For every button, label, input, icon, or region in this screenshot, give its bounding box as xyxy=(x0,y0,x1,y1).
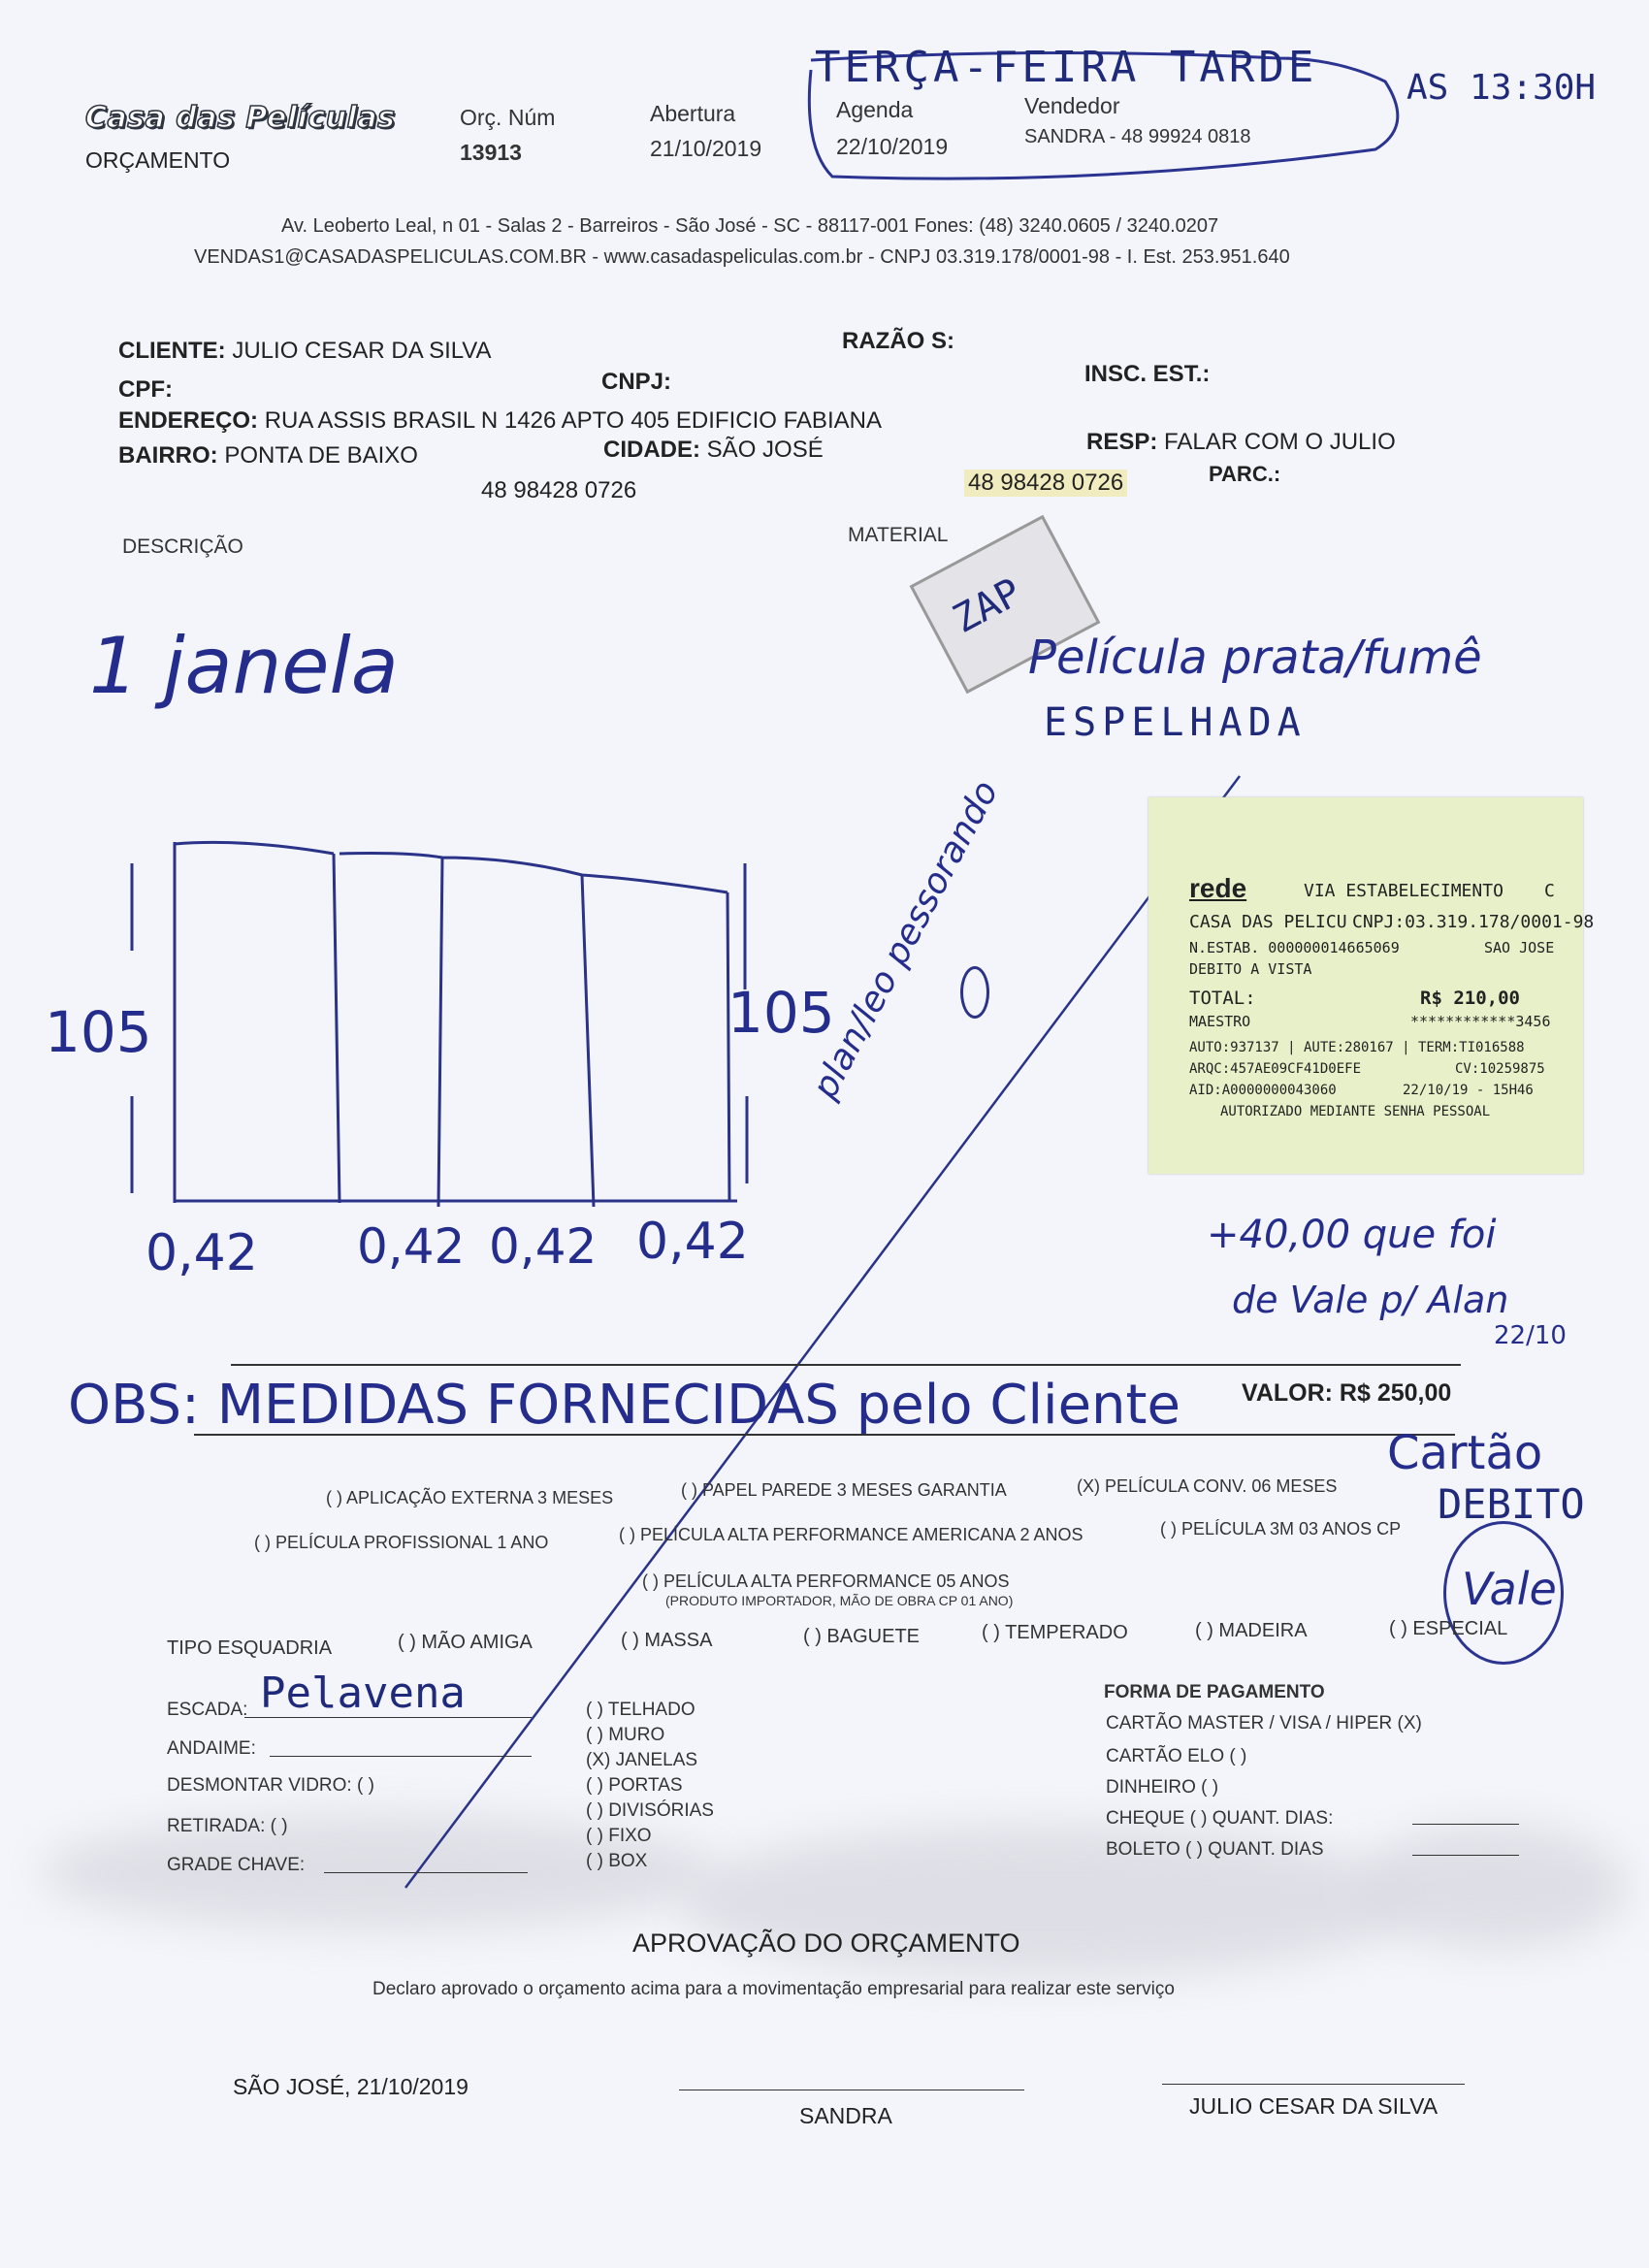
hw-width-4: 0,42 xyxy=(636,1213,749,1271)
hw-diagonal-note: plan/leo pessorando xyxy=(805,774,1007,1106)
esquadria-mao-amiga[interactable]: ( ) MÃO AMIGA xyxy=(398,1632,533,1653)
payment-elo[interactable]: CARTÃO ELO ( ) xyxy=(1106,1746,1247,1766)
insc-label: INSC. EST.: xyxy=(1084,361,1211,387)
material-label: MATERIAL xyxy=(848,524,949,546)
obs-bottom-line xyxy=(194,1434,1455,1436)
andaime-line xyxy=(270,1756,532,1757)
cliente-label: CLIENTE: xyxy=(118,338,226,364)
phone-2: 48 98428 0726 xyxy=(964,470,1127,497)
hw-stamp: Vale xyxy=(1462,1563,1557,1615)
hw-day: TERÇA-FEIRA TARDE xyxy=(815,43,1318,92)
hw-height-right: 105 xyxy=(728,980,835,1046)
hw-height-left: 105 xyxy=(45,999,152,1065)
receipt-brand: rede xyxy=(1189,873,1247,903)
receipt-total-value: R$ 210,00 xyxy=(1420,988,1520,1009)
esquadria-especial[interactable]: ( ) ESPECIAL xyxy=(1389,1618,1508,1639)
doc-type: ORÇAMENTO xyxy=(85,147,231,173)
local-telhado[interactable]: ( ) TELHADO xyxy=(586,1700,695,1720)
hw-debito: DEBITO xyxy=(1438,1480,1585,1528)
card-receipt xyxy=(1148,797,1595,1174)
payment-master[interactable]: CARTÃO MASTER / VISA / HIPER (X) xyxy=(1106,1713,1422,1733)
orc-num-label: Orç. Núm xyxy=(460,105,556,130)
vendedor-value: SANDRA - 48 99924 0818 xyxy=(1024,126,1251,147)
hw-width-1: 0,42 xyxy=(146,1224,258,1282)
receipt-cnpj: CNPJ:03.319.178/0001-98 xyxy=(1352,912,1595,932)
company-logo: Casa das Películas xyxy=(85,101,396,135)
escada-label: ESCADA: xyxy=(167,1700,248,1720)
receipt-estab: N.ESTAB. 000000014665069 xyxy=(1189,939,1400,956)
abertura-label: Abertura xyxy=(650,101,736,126)
hw-zero-mark xyxy=(960,966,989,1019)
escada-line xyxy=(244,1717,532,1718)
opt-pelicula-conv[interactable]: (X) PELÍCULA CONV. 06 MESES xyxy=(1077,1476,1338,1496)
hw-zap: ZAP xyxy=(946,569,1029,643)
signature-line-2 xyxy=(1162,2084,1465,2085)
company-address: Av. Leoberto Leal, n 01 - Salas 2 - Barreiros - São José - SC - 88117-001 Fones: (48) 3240.0605 / 3240.0207 xyxy=(281,215,1219,237)
approval-title: APROVAÇÃO DO ORÇAMENTO xyxy=(632,1928,1020,1958)
receipt-footer: AUTORIZADO MEDIANTE SENHA PESSOAL xyxy=(1220,1104,1491,1119)
grade-label: GRADE CHAVE: xyxy=(167,1855,306,1875)
esquadria-label: TIPO ESQUADRIA xyxy=(167,1637,333,1659)
receipt-merchant: CASA DAS PELICU xyxy=(1189,912,1347,932)
hw-width-2: 0,42 xyxy=(357,1218,466,1275)
receipt-arqc: ARQC:457AE09CF41D0EFE xyxy=(1189,1061,1362,1077)
agenda-value: 22/10/2019 xyxy=(836,134,949,159)
vale-stamp xyxy=(1443,1521,1564,1665)
desmontar-label[interactable]: DESMONTAR VIDRO: ( ) xyxy=(167,1775,374,1796)
esquadria-madeira[interactable]: ( ) MADEIRA xyxy=(1195,1620,1308,1641)
bairro-value: PONTA DE BAIXO xyxy=(224,442,418,469)
resp-value: FALAR COM O JULIO xyxy=(1164,429,1396,455)
payment-title: FORMA DE PAGAMENTO xyxy=(1104,1682,1325,1702)
opt-alta-performance[interactable]: ( ) PELÍCULA ALTA PERFORMANCE 05 ANOS xyxy=(642,1571,1010,1591)
receipt-card: MAESTRO xyxy=(1189,1013,1251,1030)
hw-time: AS 13:30H xyxy=(1406,68,1597,108)
hw-extra-1: +40,00 que foi xyxy=(1207,1213,1497,1257)
receipt-via-code: C xyxy=(1544,881,1555,901)
vendedor-label: Vendedor xyxy=(1024,93,1120,118)
approval-text: Declaro aprovado o orçamento acima para a movimentação empresarial para realizar este serviço xyxy=(372,1979,1175,1999)
hw-obs: OBS: MEDIDAS FORNECIDAS pelo Cliente xyxy=(68,1374,1180,1437)
receipt-total-label: TOTAL: xyxy=(1189,988,1256,1009)
boleto-line xyxy=(1412,1855,1519,1856)
local-janelas[interactable]: (X) JANELAS xyxy=(586,1750,698,1770)
cheque-line xyxy=(1412,1824,1519,1825)
opt-3m[interactable]: ( ) PELÍCULA 3M 03 ANOS CP xyxy=(1160,1519,1402,1539)
opt-profissional[interactable]: ( ) PELÍCULA PROFISSIONAL 1 ANO xyxy=(254,1533,549,1552)
local-box[interactable]: ( ) BOX xyxy=(586,1851,648,1871)
signature-2: JULIO CESAR DA SILVA xyxy=(1189,2093,1439,2119)
receipt-card-mask: ************3456 xyxy=(1410,1013,1551,1030)
obs-top-line xyxy=(231,1364,1461,1366)
hw-extra-date: 22/10 xyxy=(1494,1321,1567,1350)
local-fixo[interactable]: ( ) FIXO xyxy=(586,1826,652,1846)
payment-boleto[interactable]: BOLETO ( ) QUANT. DIAS xyxy=(1106,1839,1324,1860)
hw-material-1: Película prata/fumê xyxy=(1028,631,1482,685)
cliente-value: JULIO CESAR DA SILVA xyxy=(232,338,492,364)
signature-1: SANDRA xyxy=(799,2103,892,2128)
hw-escada: Pelavena xyxy=(260,1669,466,1718)
local-divisorias[interactable]: ( ) DIVISÓRIAS xyxy=(586,1800,714,1821)
cidade-label: CIDADE: xyxy=(603,437,700,463)
receipt-city: SAO JOSE xyxy=(1484,939,1555,956)
local-muro[interactable]: ( ) MURO xyxy=(586,1725,665,1745)
endereco-value: RUA ASSIS BRASIL N 1426 APTO 405 EDIFICIO FABIANA xyxy=(264,407,882,434)
opt-papel-parede[interactable]: ( ) PAPEL PAREDE 3 MESES GARANTIA xyxy=(681,1480,1007,1500)
opt-americana[interactable]: ( ) PELÍCULA ALTA PERFORMANCE AMERICANA 2 ANOS xyxy=(619,1525,1083,1544)
retirada-label[interactable]: RETIRADA: ( ) xyxy=(167,1816,288,1836)
phone-1: 48 98428 0726 xyxy=(481,477,637,503)
local-portas[interactable]: ( ) PORTAS xyxy=(586,1775,683,1796)
endereco-label: ENDEREÇO: xyxy=(118,407,259,434)
cpf-label: CPF: xyxy=(118,376,173,403)
hw-material-2: ESPELHADA xyxy=(1044,700,1307,745)
parc-label: PARC.: xyxy=(1209,462,1281,486)
hw-width-3: 0,42 xyxy=(489,1218,598,1275)
resp-label: RESP: xyxy=(1086,429,1158,455)
descricao-label: DESCRIÇÃO xyxy=(122,535,243,558)
agenda-label: Agenda xyxy=(836,97,914,122)
esquadria-baguete[interactable]: ( ) BAGUETE xyxy=(803,1626,921,1647)
hw-extra-2: de Vale p/ Alan xyxy=(1232,1279,1509,1321)
receipt-aid: AID:A0000000043060 xyxy=(1189,1083,1337,1098)
receipt-mode: DEBITO A VISTA xyxy=(1189,960,1312,978)
receipt-cv: CV:10259875 xyxy=(1455,1061,1545,1077)
bairro-label: BAIRRO: xyxy=(118,442,218,469)
receipt-auto: AUTO:937137 | AUTE:280167 | TERM:TI016588 xyxy=(1189,1040,1525,1055)
company-contact: VENDAS1@CASADASPELICULAS.COM.BR - www.casadaspeliculas.com.br - CNPJ 03.319.178/0001-98 - I. Est. 253.951.640 xyxy=(194,246,1290,268)
esquadria-temperado[interactable]: ( ) TEMPERADO xyxy=(982,1622,1128,1643)
receipt-datetime: 22/10/19 - 15H46 xyxy=(1403,1083,1534,1098)
cnpj-label: CNPJ: xyxy=(601,369,672,395)
hw-item: 1 janela xyxy=(89,621,399,711)
opt-aplicacao[interactable]: ( ) APLICAÇÃO EXTERNA 3 MESES xyxy=(326,1488,614,1507)
razao-label: RAZÃO S: xyxy=(842,328,954,354)
orc-num-value: 13913 xyxy=(460,140,522,165)
payment-cheque[interactable]: CHEQUE ( ) QUANT. DIAS: xyxy=(1106,1808,1334,1829)
cidade-value: SÃO JOSÉ xyxy=(706,437,824,463)
esquadria-massa[interactable]: ( ) MASSA xyxy=(621,1630,713,1651)
opt-alta-performance-sub: (PRODUTO IMPORTADOR, MÃO DE OBRA CP 01 ANO) xyxy=(665,1593,1014,1608)
receipt-via: VIA ESTABELECIMENTO xyxy=(1304,881,1504,901)
abertura-value: 21/10/2019 xyxy=(650,136,762,161)
grade-line xyxy=(324,1872,528,1873)
valor-label: VALOR: R$ 250,00 xyxy=(1242,1379,1452,1407)
place-date: SÃO JOSÉ, 21/10/2019 xyxy=(233,2074,469,2099)
hw-cartao: Cartão xyxy=(1387,1426,1543,1480)
payment-dinheiro[interactable]: DINHEIRO ( ) xyxy=(1106,1777,1219,1798)
andaime-label: ANDAIME: xyxy=(167,1738,256,1759)
